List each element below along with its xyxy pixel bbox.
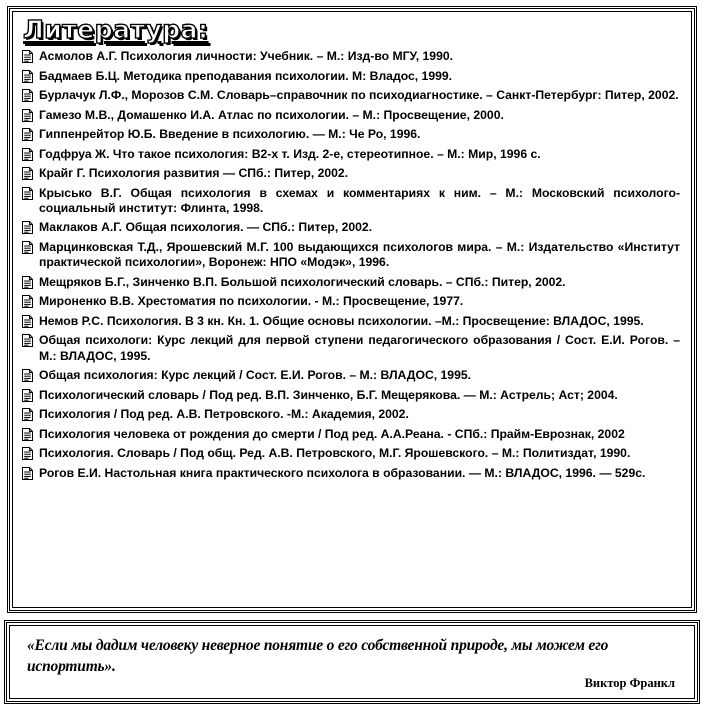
bibliography-item: [20, 333, 684, 364]
document-icon: [22, 315, 33, 328]
bibliography-item-text: Бадмаев Б.Ц. Методика преподавания психологии. М: Владос, 1999.: [39, 68, 453, 83]
document-icon: [22, 276, 33, 289]
bibliography-item: [20, 166, 684, 181]
bibliography-item-text: Мещряков Б.Г., Зинченко В.П. Большой психологический словарь. – СПб.: Питер, 2002.: [39, 274, 566, 289]
bibliography-item-text: Марцинковская Т.Д., Ярошевский М.Г. 100 выдающихся психологов мира. – М.: Издательство «Институт практической психологии», Воронеж: НПО «Модэк», 1996.: [39, 239, 680, 270]
document-icon: [22, 428, 33, 441]
document-icon: [22, 221, 33, 234]
bibliography-item-text: Годфруа Ж. Что такое психология: В2-х т. Изд. 2-е, стереотипное. – М.: Мир, 1996 с.: [39, 146, 541, 161]
document-icon: [22, 467, 33, 480]
bibliography-item-text: Гамезо М.В., Домашенко И.А. Атлас по психологии. – М.: Просвещение, 2000.: [39, 107, 504, 122]
document-icon: [22, 148, 33, 161]
bibliography-item: [20, 407, 684, 422]
bibliography-item-text: Общая психологи: Курс лекций для первой ступени педагогического образования / Сост. Е.И. Рогов. – М.: ВЛАДОС, 1995.: [39, 333, 680, 363]
quote-panel: [4, 620, 700, 704]
literature-panel: [7, 6, 697, 613]
bibliography-item: [20, 220, 684, 235]
bibliography-item-text: Психологический словарь / Под ред. В.П. Зинченко, Б.Г. Мещерякова. — М.: Астрель; Аст; 2004.: [39, 387, 618, 402]
bibliography-item: [20, 294, 684, 309]
bibliography-item-text: Общая психология: Курс лекций / Сост. Е.И. Рогов. – М.: ВЛАДОС, 1995.: [39, 368, 472, 383]
bibliography-item-text: Маклаков А.Г. Общая психология. — СПб.: Питер, 2002.: [39, 220, 373, 235]
bibliography-item-text: Мироненко В.В. Хрестоматия по психологии. - М.: Просвещение, 1977.: [39, 294, 464, 309]
bibliography-item: [20, 275, 684, 290]
bibliography-item-text: Психология / Под ред. А.В. Петровского. -М.: Академия, 2002.: [39, 407, 409, 422]
bibliography-item-text: Крайг Г. Психология развития — СПб.: Питер, 2002.: [39, 166, 349, 180]
bibliography-item: [20, 49, 684, 64]
bibliography-item: [20, 127, 684, 142]
document-icon: [22, 389, 33, 402]
document-icon: [22, 89, 33, 102]
bibliography-item: [20, 147, 684, 162]
bibliography-item-text: Рогов Е.И. Настольная книга практического психолога в образовании. — М.: ВЛАДОС, 1996. — 529с.: [39, 465, 646, 480]
bibliography-item: [20, 69, 684, 84]
document-icon: [22, 369, 33, 382]
bibliography-item: [20, 427, 684, 442]
bibliography-item-text: Бурлачук Л.Ф., Морозов С.М. Словарь–справочник по психодиагностике. – Санкт-Петербург: Питер, 2002.: [39, 88, 679, 102]
document-icon: [22, 167, 33, 180]
bibliography-item-text: Крысько В.Г. Общая психология в схемах и комментариях к ним. – М.: Московский психолого-социальный институт: Флинта, 1998.: [39, 185, 680, 215]
document-icon: [22, 70, 33, 83]
document-icon: [22, 334, 33, 347]
bibliography-item: [20, 446, 684, 461]
bibliography-item-text: Психология человека от рождения до смерти / Под ред. А.А.Реана. - СПб.: Прайм-Еврознак, 2002: [39, 426, 625, 441]
document-icon: [22, 295, 33, 308]
bibliography-item: [20, 88, 684, 103]
document-icon: [22, 241, 33, 254]
quote-text: «Если мы дадим человеку неверное понятие о его собственной природе, мы можем его испортить».: [27, 637, 609, 675]
document-icon: [22, 50, 33, 63]
document-icon: [22, 109, 33, 122]
bibliography-item: [20, 466, 684, 481]
bibliography-item: [20, 108, 684, 123]
bibliography-item-text: Психология. Словарь / Под общ. Ред. А.В. Петровского, М.Г. Ярошевского. – М.: Политиздат, 1990.: [39, 446, 631, 461]
bibliography-item: [20, 240, 684, 271]
quote-author: Виктор Франкл: [584, 676, 675, 690]
bibliography-item-text: Немов Р.С. Психология. В 3 кн. Кн. 1. Общие основы психологии. –М.: Просвещение: ВЛАДОС, 1995.: [39, 313, 644, 328]
bibliography-item: [20, 368, 684, 383]
bibliography-item-text: Гиппенрейтор Ю.Б. Введение в психологию. — М.: Че Ро, 1996.: [39, 127, 421, 141]
document-icon: [22, 187, 33, 200]
bibliography-item: [20, 388, 684, 403]
bibliography-item-text: Асмолов А.Г. Психология личности: Учебник. – М.: Изд-во МГУ, 1990.: [39, 49, 454, 63]
literature-title: Литература:: [23, 15, 209, 44]
document-icon: [22, 447, 33, 460]
document-icon: [22, 408, 33, 421]
bibliography-item: [20, 314, 684, 329]
bibliography-item: [20, 186, 684, 217]
document-icon: [22, 128, 33, 141]
bibliography-list: [20, 49, 684, 481]
